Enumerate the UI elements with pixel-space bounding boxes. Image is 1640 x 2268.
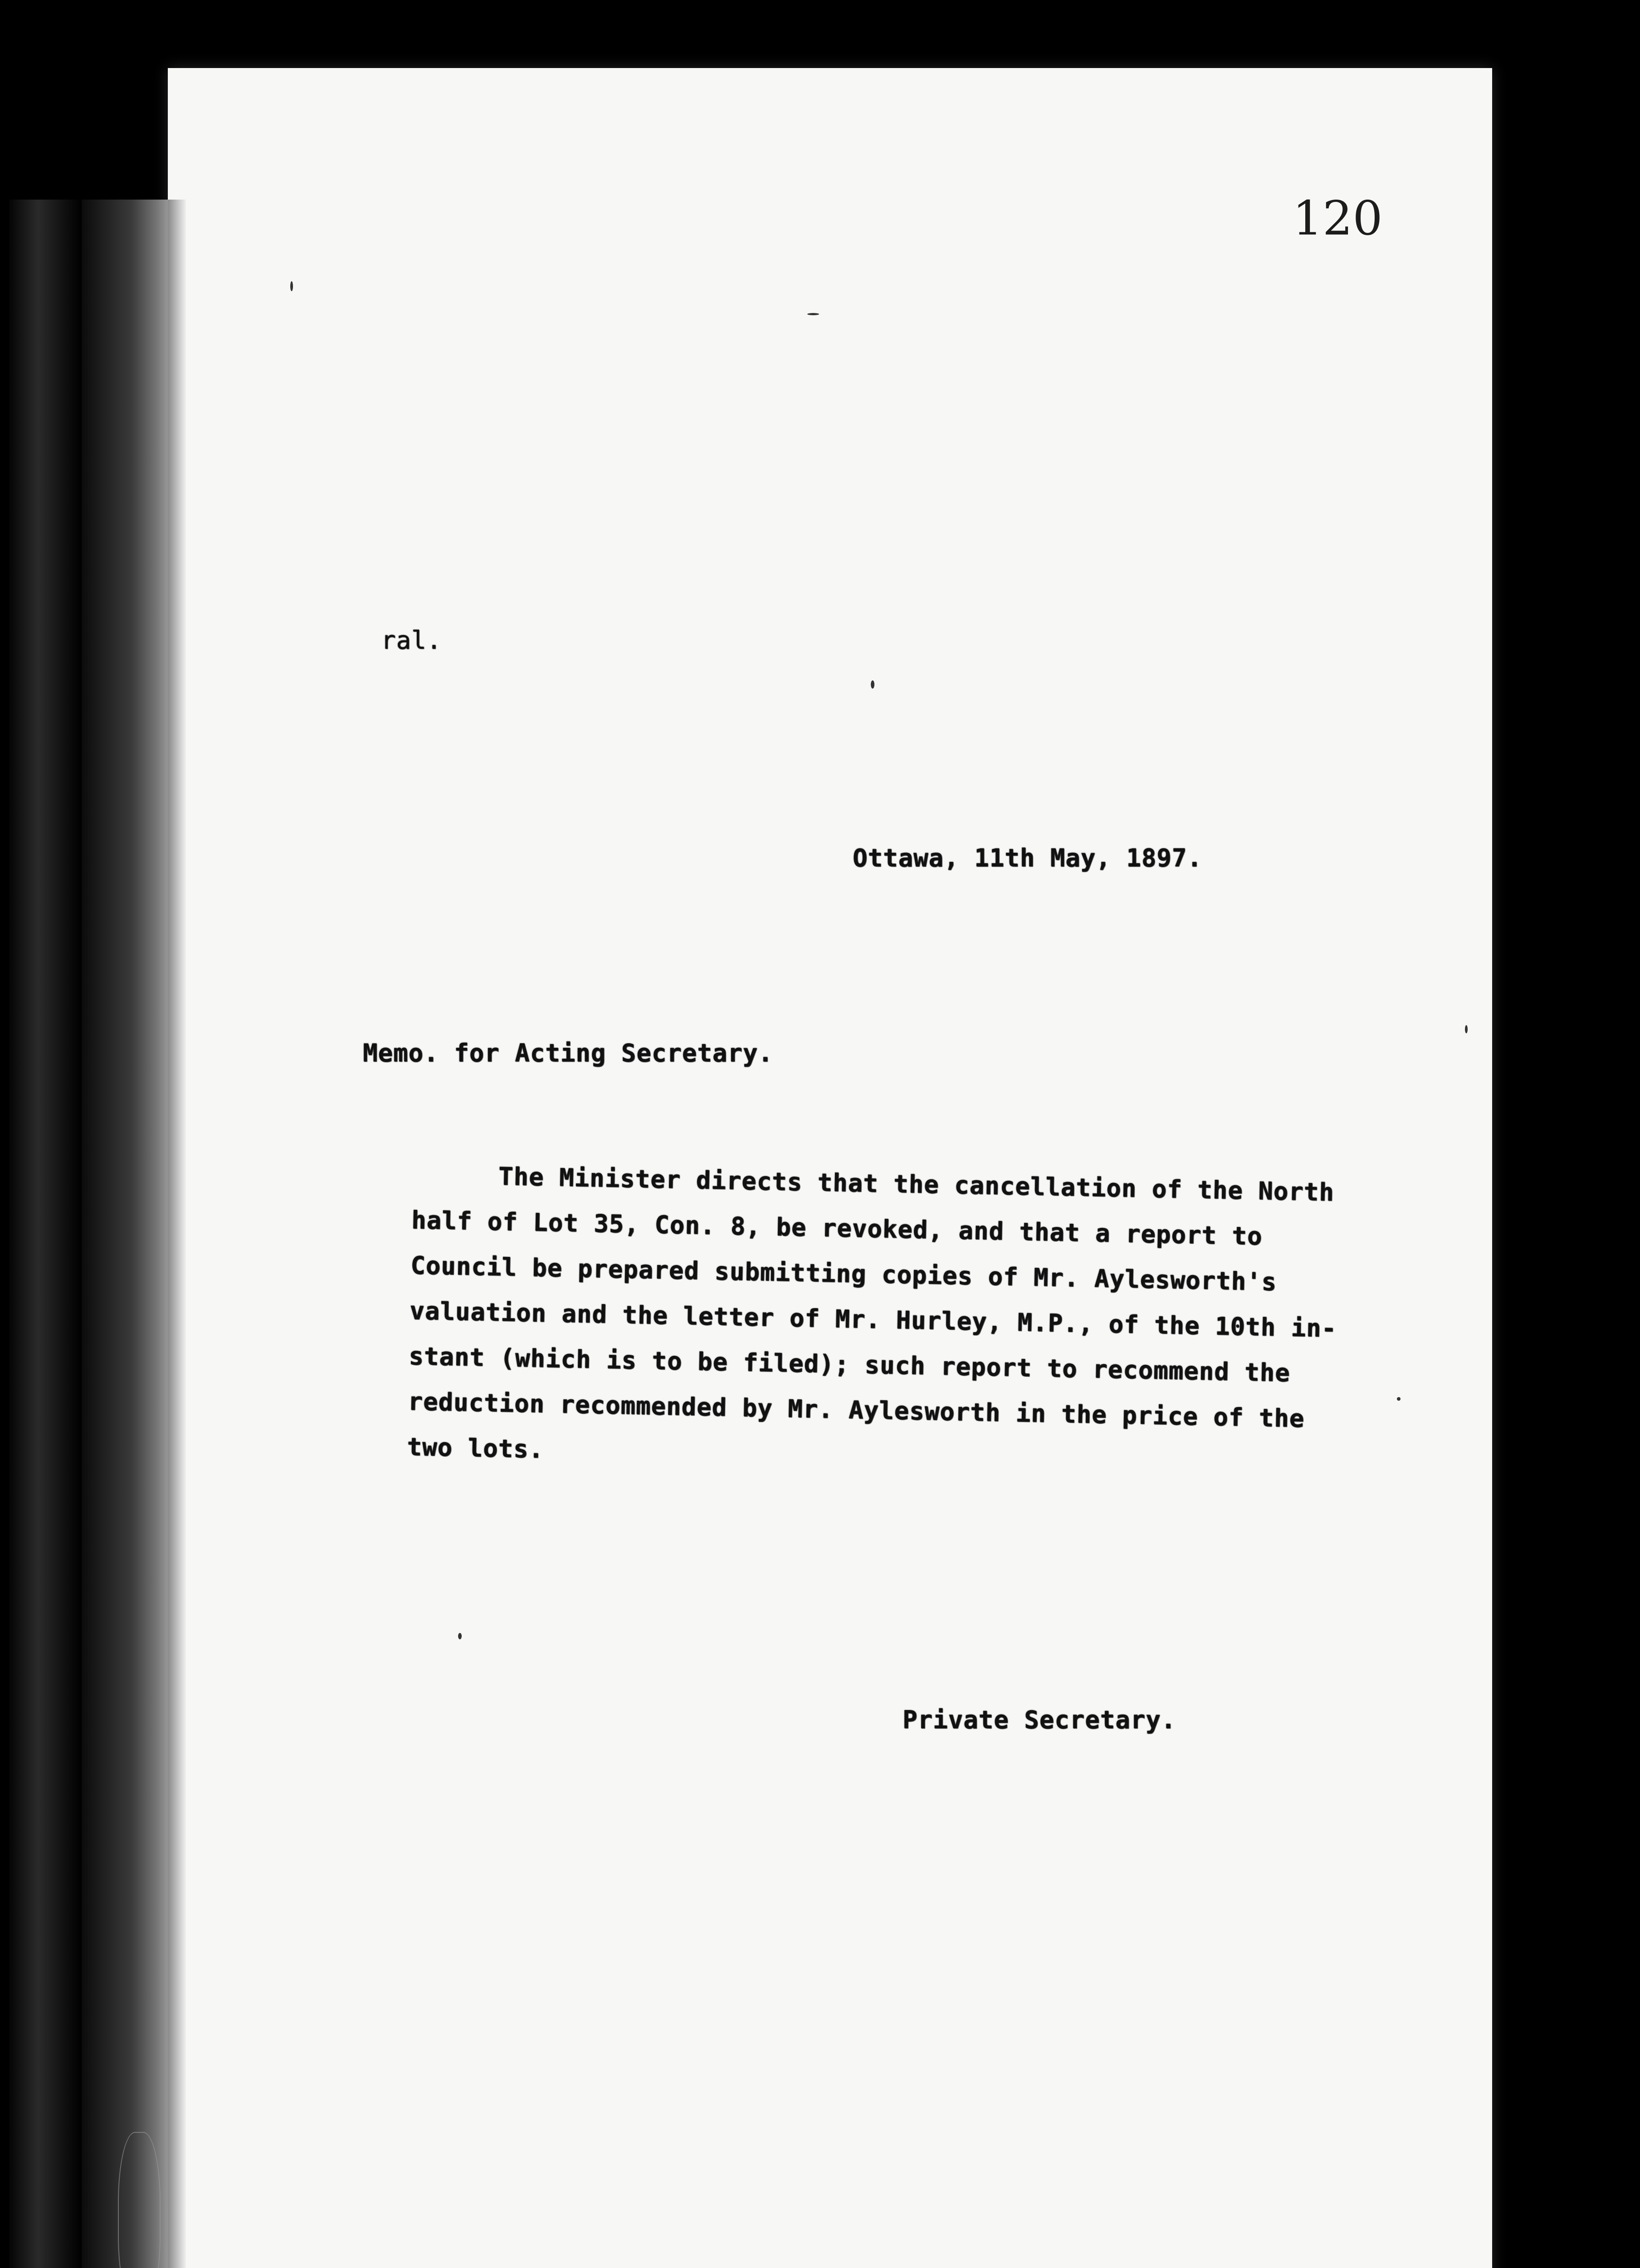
- binding-strip: [9, 200, 82, 2268]
- body-line: reduction recommended by Mr. Aylesworth in the price of the: [407, 1387, 1305, 1433]
- paper-speck: [458, 1633, 462, 1639]
- body-line: The Minister directs that the cancellation of the North: [498, 1162, 1335, 1207]
- signature: Private Secretary.: [903, 1706, 1176, 1734]
- paper-speck: [1397, 1397, 1401, 1401]
- body-line: two lots.: [406, 1432, 544, 1464]
- memo-body: [407, 1152, 1433, 1489]
- date-line: Ottawa, 11th May, 1897.: [853, 844, 1202, 872]
- fragment-text: ral.: [381, 626, 442, 655]
- body-line: half of Lot 35, Con. 8, be revoked, and that a report to: [411, 1205, 1263, 1251]
- paper-shadow: [168, 200, 186, 2268]
- paper-speck: [871, 680, 874, 689]
- memo-heading: Memo. for Acting Secretary.: [363, 1039, 773, 1067]
- paper-speck: [807, 313, 819, 315]
- body-line: Council be prepared submitting copies of Mr. Aylesworth's: [410, 1251, 1277, 1296]
- paper-speck: [290, 281, 293, 291]
- binding-edge: [82, 200, 172, 2268]
- body-line: valuation and the letter of Mr. Hurley, M.P., of the 10th in-: [409, 1296, 1337, 1343]
- page-number: 120: [1293, 191, 1383, 246]
- paper-speck: [1465, 1025, 1468, 1033]
- body-line: stant (which is to be filed); such report to recommend the: [408, 1341, 1291, 1388]
- margin-mark: [118, 2132, 161, 2268]
